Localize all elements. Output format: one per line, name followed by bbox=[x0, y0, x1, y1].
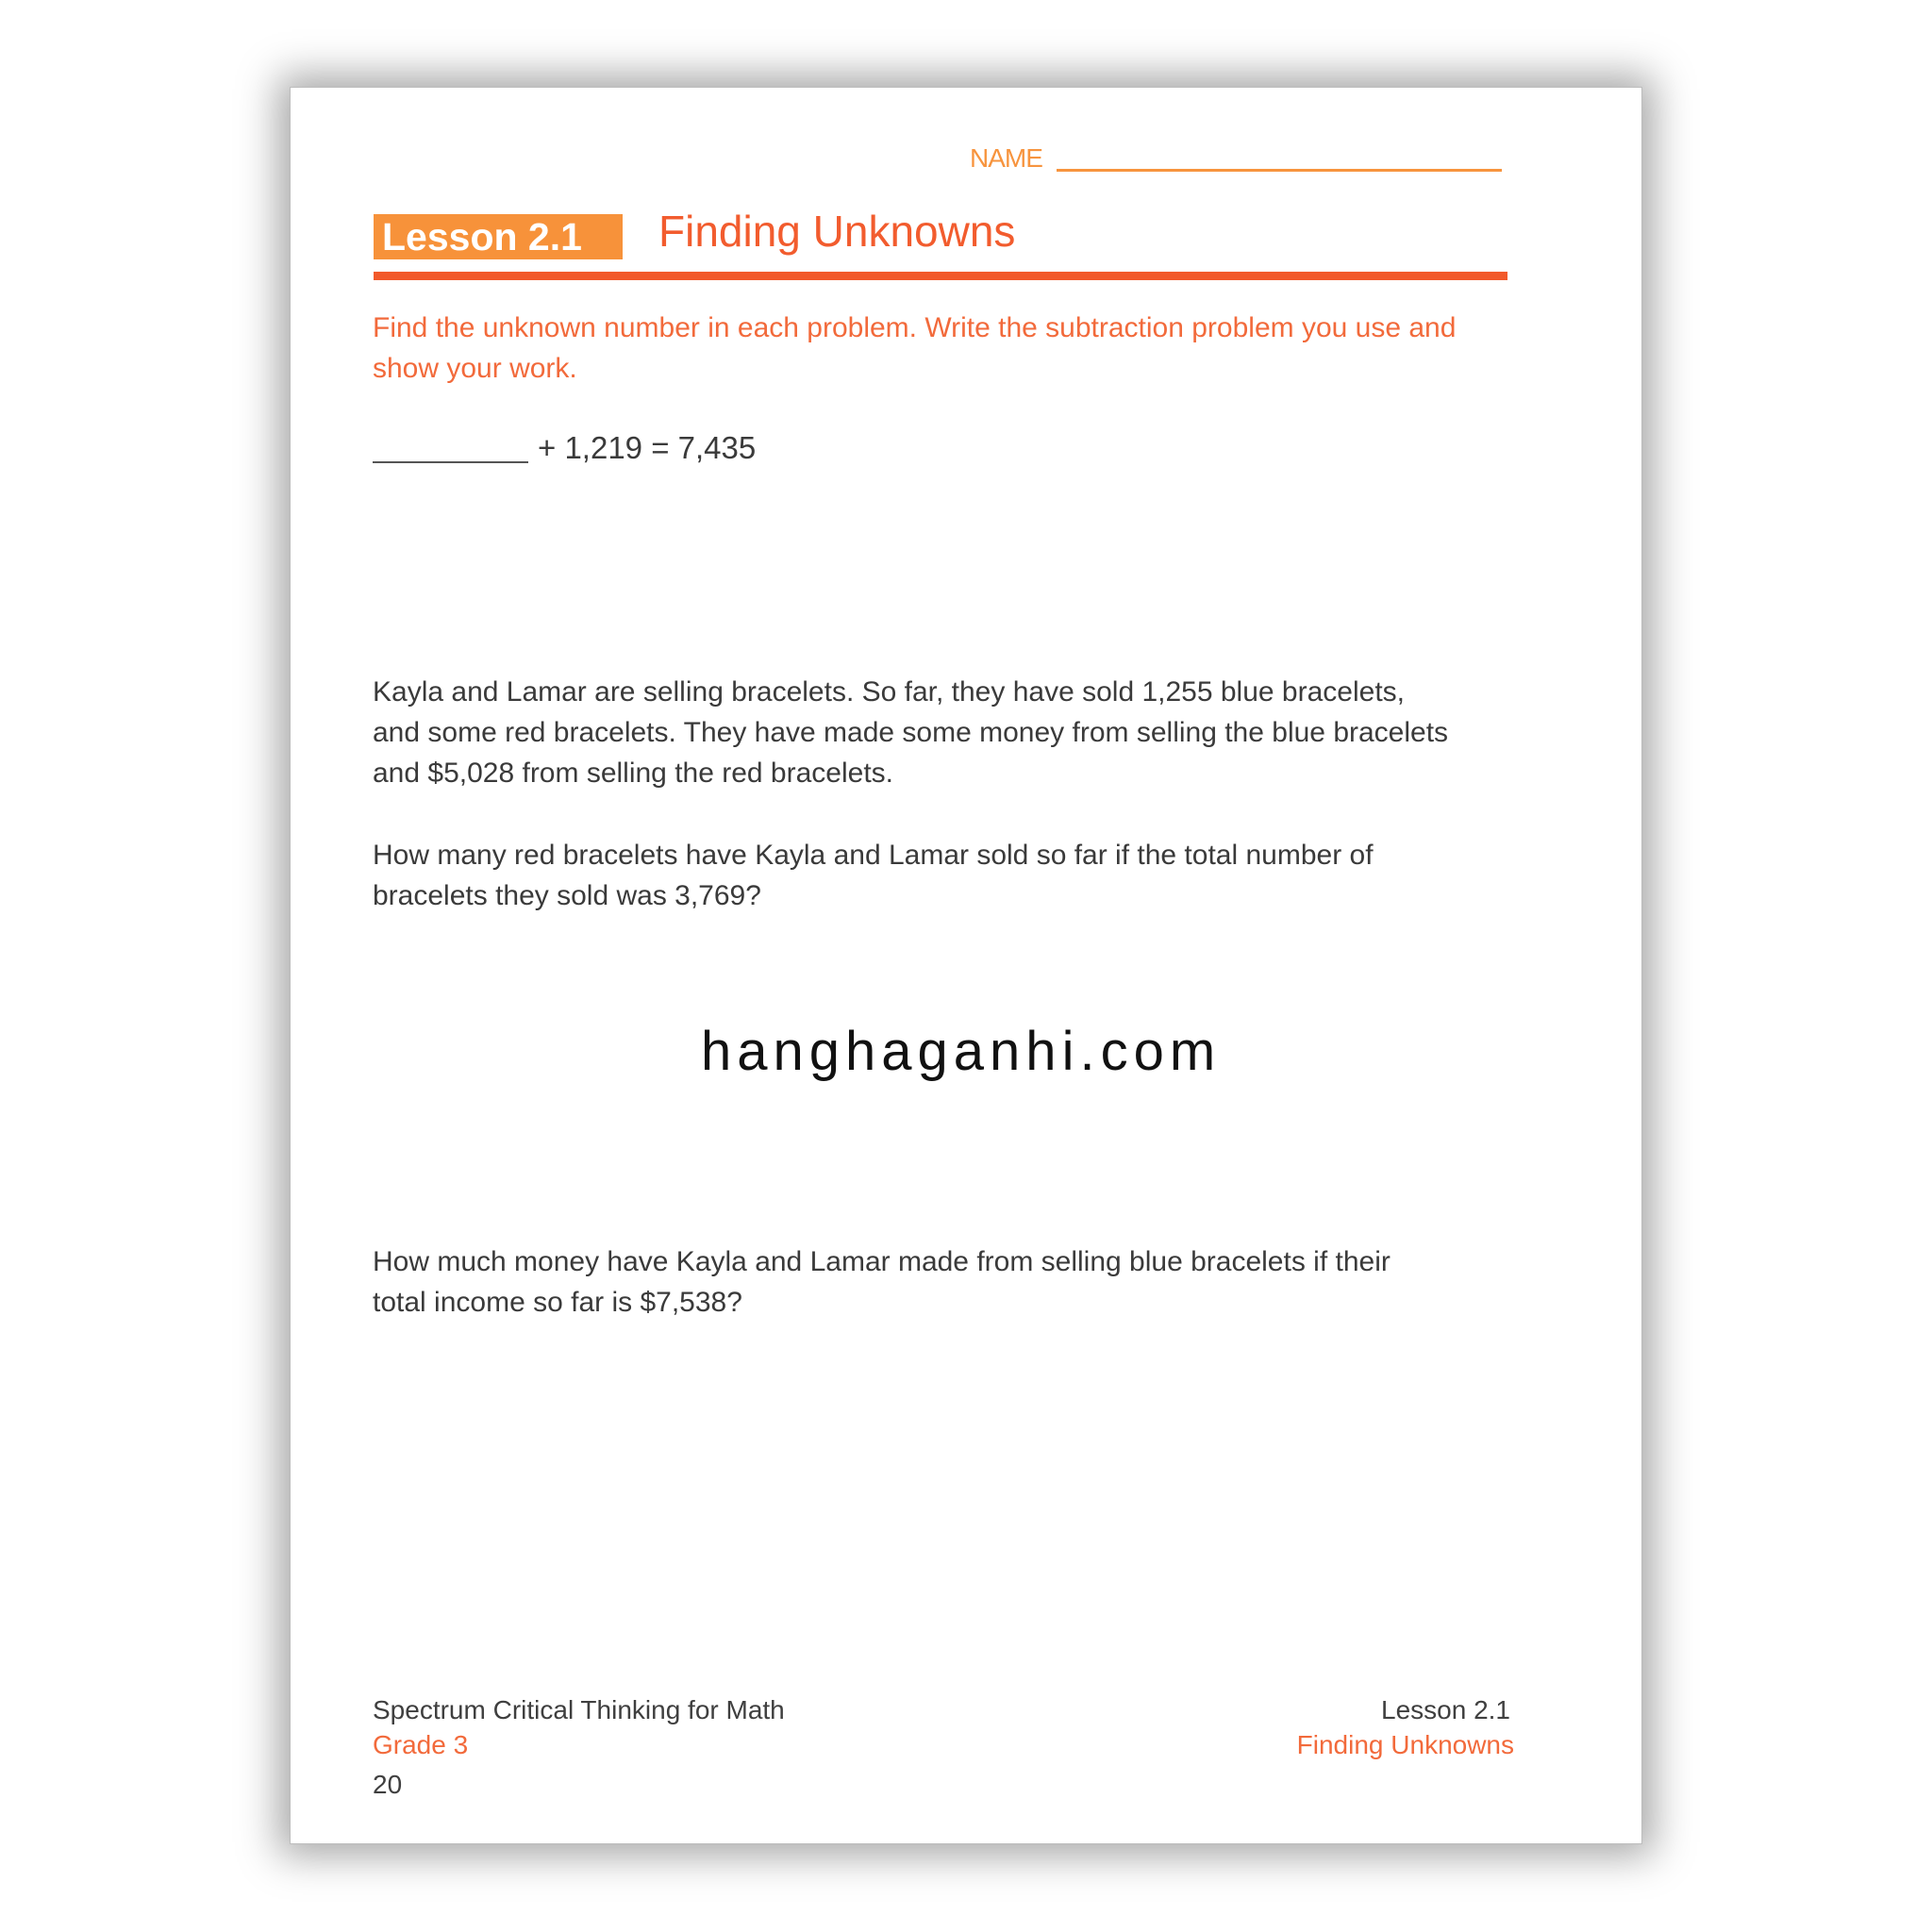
question-line: total income so far is $7,538? bbox=[373, 1287, 742, 1318]
page-number: 20 bbox=[373, 1770, 403, 1799]
question-line: bracelets they sold was 3,769? bbox=[373, 880, 761, 911]
story-line: Kayla and Lamar are selling bracelets. So far, they have sold 1,255 blue bracelets, bbox=[373, 676, 1405, 708]
lesson-title: Finding Unknowns bbox=[658, 207, 1016, 256]
question-blue-money bbox=[373, 1241, 1514, 1323]
name-label: NAME bbox=[970, 143, 1042, 173]
footer-book-title: Spectrum Critical Thinking for Math bbox=[373, 1695, 785, 1724]
name-input-line[interactable] bbox=[1057, 169, 1502, 172]
footer-lesson-title: Finding Unknowns bbox=[1296, 1730, 1514, 1759]
title-divider bbox=[374, 272, 1507, 280]
word-problem-story bbox=[373, 672, 1514, 793]
question-line: How much money have Kayla and Lamar made from selling blue bracelets if their bbox=[373, 1246, 1391, 1277]
answer-blank[interactable] bbox=[373, 461, 528, 463]
footer-lesson-ref: Lesson 2.1 bbox=[1381, 1695, 1510, 1724]
story-line: and some red bracelets. They have made some money from selling the blue bracelets bbox=[373, 717, 1449, 748]
problem-equation: + 1,219 = 7,435 bbox=[538, 430, 757, 465]
footer-grade: Grade 3 bbox=[373, 1730, 469, 1759]
instructions: Find the unknown number in each problem. Write the subtraction problem you use and show your work. bbox=[373, 312, 1457, 384]
watermark: hanghaganhi.com bbox=[701, 1021, 1222, 1082]
question-red-bracelets bbox=[373, 835, 1514, 916]
lesson-badge: Lesson 2.1 bbox=[374, 214, 623, 259]
story-line: and $5,028 from selling the red bracelets. bbox=[373, 758, 893, 789]
question-line: How many red bracelets have Kayla and Lamar sold so far if the total number of bbox=[373, 840, 1374, 871]
